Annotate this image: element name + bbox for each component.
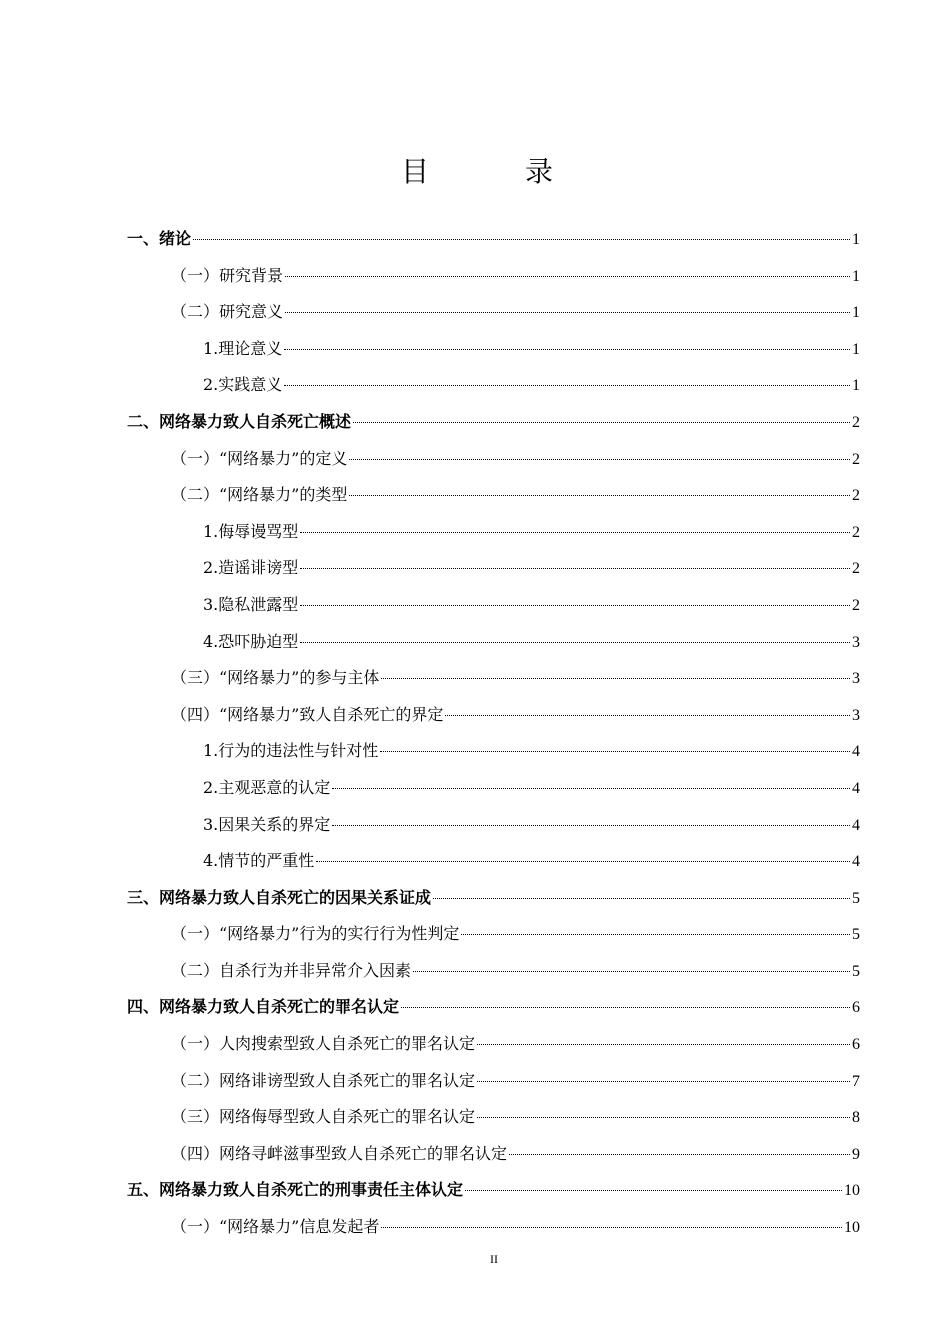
- toc-entry-title: （二）研究意义: [171, 302, 284, 322]
- toc-dot-leader: [509, 1154, 850, 1155]
- toc-entry-title: 1.侮辱谩骂型: [203, 521, 299, 541]
- toc-entry-title: （一）“网络暴力”信息发起者: [171, 1217, 380, 1237]
- toc-entry-title: 1.行为的违法性与针对性: [203, 741, 379, 761]
- toc-entry-page-number: 4: [852, 816, 860, 834]
- toc-dot-leader: [284, 349, 850, 350]
- toc-entry-title: 3.隐私泄露型: [203, 594, 299, 614]
- toc-entry-title: 4.恐吓胁迫型: [203, 631, 299, 651]
- toc-dot-leader: [445, 715, 850, 716]
- toc-entry-page-number: 3: [852, 633, 860, 651]
- toc-entry-page-number: 5: [852, 962, 860, 980]
- toc-entry-page-number: 4: [852, 779, 860, 797]
- toc-entry[interactable]: [127, 1063, 860, 1100]
- toc-entry[interactable]: [127, 660, 860, 697]
- toc-entry-page-number: 7: [852, 1072, 860, 1090]
- toc-entry[interactable]: [127, 258, 860, 295]
- toc-entry-title: 2.主观恶意的认定: [203, 777, 331, 797]
- toc-entry[interactable]: [127, 404, 860, 441]
- toc-entry[interactable]: [127, 331, 860, 368]
- toc-entry-page-number: 1: [852, 231, 860, 248]
- toc-dot-leader: [477, 1044, 850, 1045]
- toc-title: 目 录: [400, 155, 587, 188]
- toc-dot-leader: [332, 788, 850, 789]
- toc-entry-title: （二）自杀行为并非异常介入因素: [171, 960, 412, 980]
- toc-entry-title: （三）网络侮辱型致人自杀死亡的罪名认定: [171, 1107, 476, 1127]
- toc-entry[interactable]: [127, 843, 860, 880]
- toc-entry[interactable]: [127, 221, 860, 258]
- toc-dot-leader: [193, 239, 850, 240]
- toc-entry-page-number: 2: [852, 560, 860, 578]
- toc-entry[interactable]: [127, 441, 860, 478]
- toc-entry-page-number: 8: [852, 1109, 860, 1127]
- toc-entry[interactable]: [127, 367, 860, 404]
- toc-entry-title: （二）网络诽谤型致人自杀死亡的罪名认定: [171, 1070, 476, 1090]
- toc-entry-title: 三、网络暴力致人自杀死亡的因果关系证成: [127, 887, 432, 907]
- toc-entry[interactable]: [127, 880, 860, 917]
- toc-entry-title: 3.因果关系的界定: [203, 814, 331, 834]
- toc-dot-leader: [300, 642, 850, 643]
- toc-entry-page-number: 2: [852, 487, 860, 505]
- toc-entry-title: 1.理论意义: [203, 338, 283, 358]
- toc-dot-leader: [284, 385, 850, 386]
- toc-dot-leader: [461, 934, 850, 935]
- toc-dot-leader: [300, 532, 850, 533]
- toc-entry-title: 五、网络暴力致人自杀死亡的刑事责任主体认定: [127, 1180, 464, 1200]
- toc-entry-page-number: 5: [852, 926, 860, 944]
- toc-dot-leader: [381, 678, 850, 679]
- toc-entry[interactable]: [127, 733, 860, 770]
- toc-dot-leader: [465, 1190, 842, 1191]
- toc-entry[interactable]: [127, 1172, 860, 1209]
- toc-dot-leader: [353, 422, 850, 423]
- toc-dot-leader: [413, 971, 850, 972]
- toc-entry-title: （一）人肉搜索型致人自杀死亡的罪名认定: [171, 1034, 476, 1054]
- toc-entry-title: 4.情节的严重性: [203, 851, 315, 871]
- toc-dot-leader: [381, 1227, 842, 1228]
- toc-entry[interactable]: [127, 1099, 860, 1136]
- toc-entry-title: 2.实践意义: [203, 375, 283, 395]
- toc-entry-page-number: 1: [852, 340, 860, 358]
- toc-entry-page-number: 4: [852, 743, 860, 761]
- toc-entry-title: 四、网络暴力致人自杀死亡的罪名认定: [127, 997, 400, 1017]
- toc-dot-leader: [477, 1117, 850, 1118]
- toc-entry[interactable]: [127, 1209, 860, 1246]
- toc-entry-page-number: 3: [852, 706, 860, 724]
- toc-entry[interactable]: [127, 807, 860, 844]
- toc-entry-page-number: 2: [852, 596, 860, 614]
- toc-entry-title: （一）研究背景: [171, 265, 284, 285]
- toc-entry[interactable]: [127, 989, 860, 1026]
- toc-entry[interactable]: [127, 1136, 860, 1173]
- toc-dot-leader: [433, 898, 850, 899]
- toc-dot-leader: [316, 861, 850, 862]
- toc-entry-title: 2.造谣诽谤型: [203, 558, 299, 578]
- toc-dot-leader: [300, 605, 850, 606]
- toc-entry-page-number: 1: [852, 267, 860, 285]
- toc-entry-page-number: 6: [852, 1036, 860, 1054]
- toc-entry-page-number: 4: [852, 853, 860, 871]
- table-of-contents: [127, 221, 860, 1246]
- toc-entry[interactable]: [127, 294, 860, 331]
- toc-entry-title: （二）“网络暴力”的类型: [171, 485, 348, 505]
- toc-entry-page-number: 9: [852, 1145, 860, 1163]
- page-number-footer: II: [490, 1252, 498, 1266]
- toc-entry[interactable]: [127, 953, 860, 990]
- toc-entry[interactable]: [127, 1026, 860, 1063]
- toc-entry-page-number: 3: [852, 670, 860, 688]
- toc-entry-page-number: 2: [852, 523, 860, 541]
- toc-dot-leader: [349, 495, 850, 496]
- toc-entry-title: （三）“网络暴力”的参与主体: [171, 668, 380, 688]
- toc-entry-title: 一、绪论: [127, 229, 192, 248]
- toc-dot-leader: [477, 1081, 850, 1082]
- toc-entry-page-number: 1: [852, 377, 860, 395]
- toc-entry[interactable]: [127, 916, 860, 953]
- toc-dot-leader: [401, 1007, 850, 1008]
- toc-dot-leader: [380, 751, 850, 752]
- toc-entry-page-number: 2: [852, 413, 860, 431]
- toc-entry[interactable]: [127, 587, 860, 624]
- toc-dot-leader: [300, 568, 850, 569]
- toc-entry-title: （一）“网络暴力”的定义: [171, 448, 348, 468]
- toc-entry-title: （一）“网络暴力”行为的实行行为性判定: [171, 924, 460, 944]
- toc-entry[interactable]: [127, 624, 860, 661]
- toc-dot-leader: [349, 459, 850, 460]
- toc-dot-leader: [285, 312, 850, 313]
- toc-entry-title: （四）网络寻衅滋事型致人自杀死亡的罪名认定: [171, 1143, 508, 1163]
- toc-entry-title: 二、网络暴力致人自杀死亡概述: [127, 411, 352, 431]
- toc-entry-page-number: 1: [852, 304, 860, 322]
- toc-dot-leader: [332, 825, 850, 826]
- toc-entry-page-number: 10: [844, 1182, 860, 1200]
- toc-dot-leader: [285, 276, 850, 277]
- toc-entry[interactable]: [127, 770, 860, 807]
- toc-entry-page-number: 5: [852, 889, 860, 907]
- toc-entry[interactable]: [127, 477, 860, 514]
- toc-entry-page-number: 10: [844, 1219, 860, 1237]
- toc-entry-page-number: 2: [852, 450, 860, 468]
- toc-entry[interactable]: [127, 550, 860, 587]
- toc-entry[interactable]: [127, 514, 860, 551]
- toc-entry[interactable]: [127, 697, 860, 734]
- toc-entry-page-number: 6: [852, 999, 860, 1017]
- toc-entry-title: （四）“网络暴力”致人自杀死亡的界定: [171, 704, 444, 724]
